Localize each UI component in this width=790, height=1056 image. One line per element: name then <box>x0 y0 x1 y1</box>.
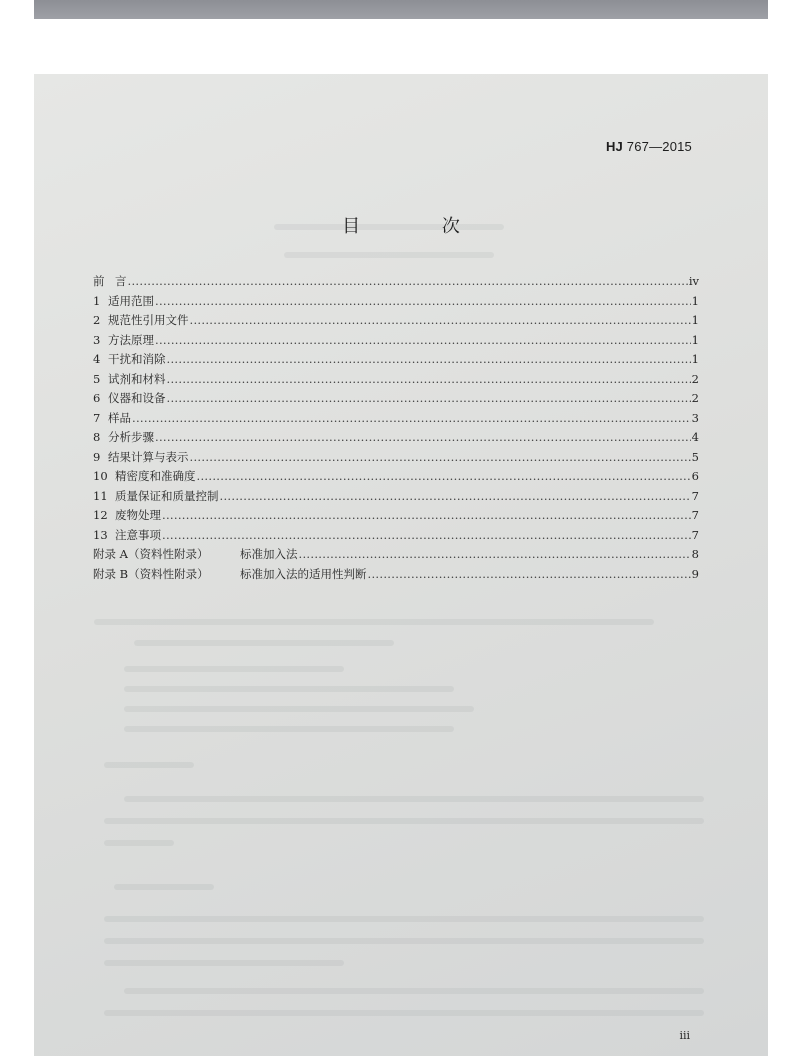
toc-entry-number: 3 <box>93 332 101 347</box>
toc-entry-number: 5 <box>93 371 101 386</box>
toc-entry-title: 标准加入法的适用性判断 <box>240 566 367 581</box>
toc-leader-dots <box>299 547 691 561</box>
toc-annex-label: 附录 B（资料性附录） <box>93 566 209 581</box>
toc-entry-title: 废物处理 <box>115 508 161 522</box>
toc-entry-title: 样品 <box>108 410 131 425</box>
toc-leader-dots <box>197 469 691 483</box>
toc-entry-page: iv <box>688 274 699 288</box>
toc-entry-number: 前 <box>93 274 105 288</box>
toc-entry-waste[interactable] <box>93 507 699 527</box>
toc-leader-dots <box>167 352 691 366</box>
toc-entry-calculation[interactable] <box>93 449 699 469</box>
toc-entry-page: 1 <box>691 293 699 308</box>
toc-entry-page: 7 <box>691 508 699 522</box>
toc-entry-number: 10 <box>93 469 108 483</box>
toc-leader-dots <box>190 450 691 464</box>
toc-entry-page: 9 <box>691 566 699 581</box>
toc-entry-annex-a[interactable] <box>93 546 699 566</box>
toc-entry-title: 仪器和设备 <box>108 391 166 405</box>
toc-entry-title: 适用范围 <box>108 293 154 308</box>
toc-leader-dots <box>190 313 691 327</box>
toc-entry-page: 7 <box>691 488 699 503</box>
toc-leader-dots <box>128 274 688 288</box>
toc-title: 目 次 <box>342 216 498 237</box>
standard-number <box>606 139 692 154</box>
toc-entry-interference[interactable] <box>93 351 699 371</box>
toc-entry-page: 1 <box>691 313 699 327</box>
toc-entry-title: 精密度和准确度 <box>115 469 196 483</box>
page-number: iii <box>679 1029 690 1042</box>
toc-leader-dots <box>162 528 691 542</box>
toc-entry-number: 7 <box>93 410 101 425</box>
toc-entry-title: 分析步骤 <box>108 430 154 444</box>
toc-leader-dots <box>167 391 691 405</box>
toc-entry-page: 1 <box>691 352 699 366</box>
toc-entry-number: 8 <box>93 430 101 444</box>
toc-leader-dots <box>155 294 691 308</box>
toc-entry-scope[interactable] <box>93 293 699 313</box>
toc-entry-title: 标准加入法 <box>240 547 298 561</box>
toc-entry-title: 规范性引用文件 <box>108 313 189 327</box>
toc-entry-notes[interactable] <box>93 527 699 547</box>
toc-entry-normative-references[interactable] <box>93 312 699 332</box>
toc-entry-page: 3 <box>691 410 699 425</box>
toc-entry-number: 11 <box>93 488 108 503</box>
table-of-contents <box>93 273 699 585</box>
toc-entry-reagents[interactable] <box>93 371 699 391</box>
toc-leader-dots <box>368 567 691 581</box>
toc-entry-apparatus[interactable] <box>93 390 699 410</box>
toc-entry-precision[interactable] <box>93 468 699 488</box>
toc-entry-page: 8 <box>691 547 699 561</box>
toc-leader-dots <box>132 411 691 425</box>
toc-entry-quality-control[interactable] <box>93 488 699 508</box>
toc-leader-dots <box>155 430 691 444</box>
toc-entry-number: 4 <box>93 352 101 366</box>
toc-annex-label: 附录 A（资料性附录） <box>93 547 209 561</box>
toc-leader-dots <box>162 508 691 522</box>
toc-entry-samples[interactable] <box>93 410 699 430</box>
toc-entry-page: 2 <box>691 391 699 405</box>
toc-entry-number: 6 <box>93 391 101 405</box>
standard-code: 767—2015 <box>622 139 692 154</box>
toc-entry-page: 7 <box>691 527 699 542</box>
toc-entry-title: 言 <box>115 274 127 288</box>
toc-entry-number: 9 <box>93 449 101 464</box>
toc-entry-title: 干扰和消除 <box>108 352 166 366</box>
toc-entry-title: 试剂和材料 <box>108 371 166 386</box>
toc-entry-annex-b[interactable] <box>93 566 699 586</box>
standard-prefix: HJ <box>605 139 623 154</box>
toc-entry-page: 1 <box>691 332 699 347</box>
toc-entry-number: 13 <box>93 527 108 542</box>
toc-leader-dots <box>167 372 691 386</box>
toc-entry-procedure[interactable] <box>93 429 699 449</box>
toc-entry-number: 1 <box>93 293 101 308</box>
toc-entry-number: 2 <box>93 313 101 327</box>
previous-page-edge <box>34 0 768 19</box>
toc-entry-page: 2 <box>691 371 699 386</box>
toc-entry-title: 注意事项 <box>115 527 161 542</box>
toc-entry-title: 质量保证和质量控制 <box>115 488 219 503</box>
toc-leader-dots <box>155 333 691 347</box>
toc-entry-page: 6 <box>691 469 699 483</box>
toc-entry-page: 4 <box>691 430 699 444</box>
toc-entry-page: 5 <box>691 449 699 464</box>
toc-entry-principle[interactable] <box>93 332 699 352</box>
toc-leader-dots <box>220 489 691 503</box>
document-page <box>34 74 768 1056</box>
toc-entry-foreword[interactable] <box>93 273 699 293</box>
toc-entry-number: 12 <box>93 508 108 522</box>
toc-entry-title: 方法原理 <box>108 332 154 347</box>
toc-entry-title: 结果计算与表示 <box>108 449 189 464</box>
